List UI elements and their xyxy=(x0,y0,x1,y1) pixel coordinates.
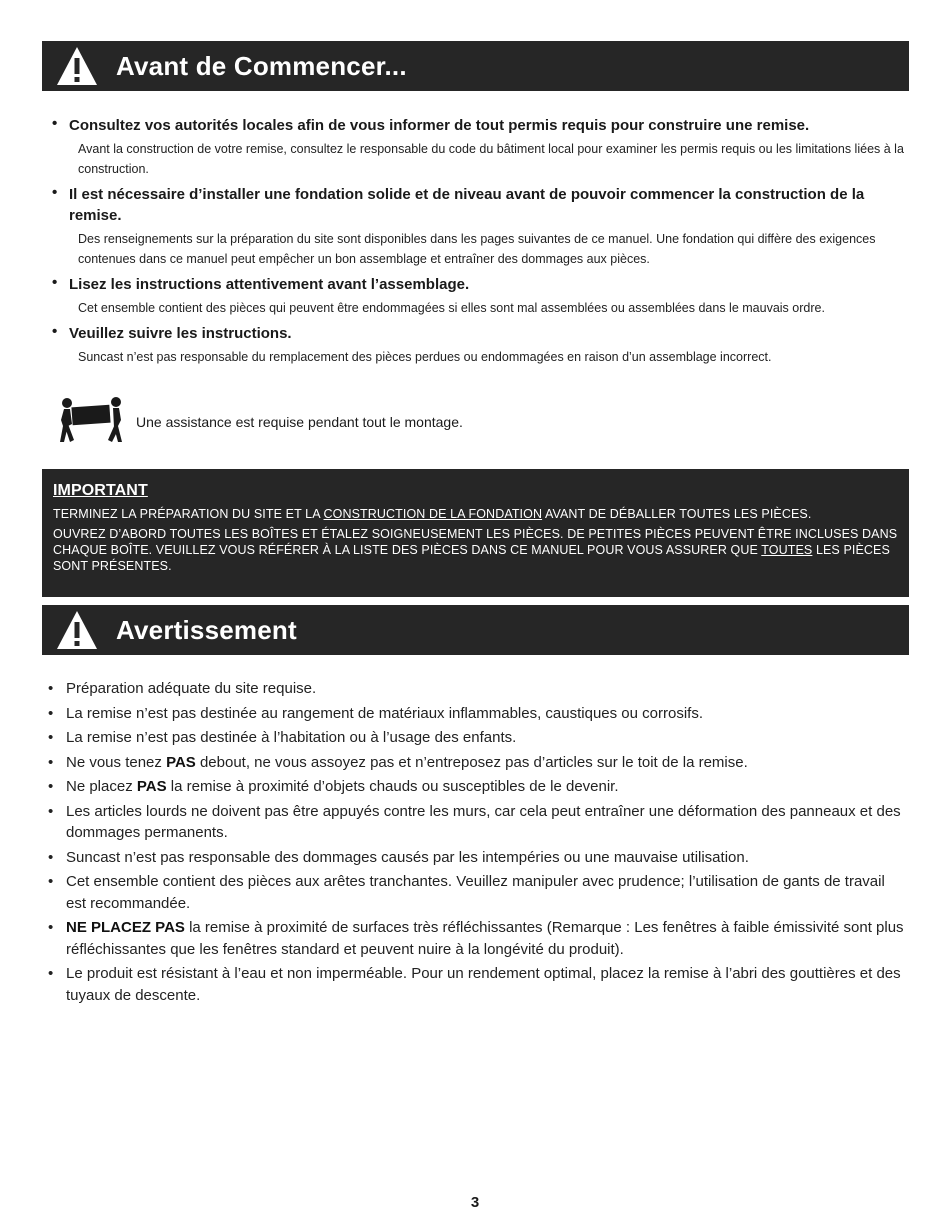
bullet: • xyxy=(48,704,54,722)
requirement-description: Des renseignements sur la préparation du site sont disponibles dans les pages suivantes de ce manuel. Une fondation qui diffère des exigences contenues dans ce manuel peut empêcher un bon assemblage et entraîner des dommages aux pièces. xyxy=(78,232,876,266)
warning-text: Préparation adéquate du site requise. xyxy=(66,680,317,697)
bullet: • xyxy=(48,778,54,795)
important-underlined-text: TOUTES xyxy=(761,543,813,557)
section-title: Avant de Commencer... xyxy=(116,50,407,81)
warning-item xyxy=(48,776,908,798)
requirement-title: Consultez vos autorités locales afin de vous informer de tout permis requis pour construire une remise. xyxy=(69,117,810,134)
section-title: Avertissement xyxy=(116,614,297,645)
important-line-1 xyxy=(53,506,899,522)
page-number: 3 xyxy=(470,1194,480,1211)
warning-emphasis: PAS xyxy=(166,753,196,771)
important-text: OUVREZ D’ABORD TOUTES LES BOÎTES ET ÉTALEZ SOIGNEUSEMENT LES PIÈCES. DE PETITES PIÈCES PEUVENT ÊTRE INCLUSES DANS CHAQUE BOÎTE. VEUILLEZ VOUS RÉFÉRER À LA LISTE DES PIÈCES DANS CE MANUEL POUR VOUS ASSURER QUE xyxy=(53,527,898,557)
warning-item xyxy=(48,727,908,749)
bullet: • xyxy=(48,753,54,771)
warning-item xyxy=(48,703,908,725)
requirement-title: Veuillez suivre les instructions. xyxy=(69,325,292,342)
warning-text: la remise à proximité d’objets chauds ou susceptibles de le devenir. xyxy=(166,778,619,795)
warning-item xyxy=(48,871,908,914)
important-text: TERMINEZ LA PRÉPARATION DU SITE ET LA xyxy=(53,507,324,521)
bullet: • xyxy=(52,184,58,201)
bullet: • xyxy=(52,115,58,132)
warning-triangle-icon xyxy=(48,41,106,91)
warning-text: Les articles lourds ne doivent pas être appuyés contre les murs, car cela peut entraîner une déformation des panneaux et des dommages permanents. xyxy=(66,802,901,841)
bullet: • xyxy=(52,274,58,291)
warning-text: debout, ne vous assoyez pas et n’entreposez pas d’articles sur le toit de la remise. xyxy=(195,753,748,771)
bullet: • xyxy=(48,965,54,982)
bullet: • xyxy=(52,323,58,340)
warning-text: Suncast n’est pas responsable des dommages causés par les intempéries ou une mauvaise utilisation. xyxy=(66,848,749,866)
requirement-title: Il est nécessaire d’installer une fondation solide et de niveau avant de pouvoir commencer la construction de la remise. xyxy=(69,186,865,224)
warning-text: La remise n’est pas destinée à l’habitation ou à l’usage des enfants. xyxy=(66,729,517,746)
important-notice xyxy=(42,469,909,597)
two-person-lift-icon xyxy=(58,396,124,451)
important-text: LES PIÈCES SONT PRÉSENTES. xyxy=(53,543,890,573)
requirement-description: Cet ensemble contient des pièces qui peuvent être endommagées si elles sont mal assemblées ou assemblées dans le mauvais ordre. xyxy=(78,301,825,315)
bullet: • xyxy=(48,919,54,936)
requirement-description: Avant la construction de votre remise, consultez le responsable du code du bâtiment local pour examiner les permis requis ou les limitations liées à la construction. xyxy=(78,142,904,176)
warning-item xyxy=(48,801,908,844)
warning-text: La remise n’est pas destinée au rangement de matériaux inflammables, caustiques ou corrosifs. xyxy=(66,704,703,722)
assistance-text: Une assistance est requise pendant tout le montage. xyxy=(136,413,463,430)
bullet: • xyxy=(48,729,54,746)
requirement-item xyxy=(52,323,912,367)
warning-item xyxy=(48,678,908,700)
bullet: • xyxy=(48,680,54,697)
warning-item xyxy=(48,963,908,1006)
requirement-item xyxy=(52,115,912,179)
warning-text: Le produit est résistant à l’eau et non imperméable. Pour un rendement optimal, placez la remise à l’abri des gouttières et des tuyaux de descente. xyxy=(66,965,901,1004)
warning-list xyxy=(48,678,908,1009)
requirement-item xyxy=(52,184,912,269)
bullet: • xyxy=(48,802,54,820)
bullet: • xyxy=(48,848,54,866)
warning-item xyxy=(48,752,908,774)
important-line-2 xyxy=(53,526,899,574)
requirement-item xyxy=(52,274,912,318)
warning-emphasis: PAS xyxy=(136,778,167,795)
warning-item xyxy=(48,847,908,869)
requirements-list xyxy=(52,115,912,372)
requirement-description: Suncast n’est pas responsable du remplacement des pièces perdues ou endommagées en raison d’un assemblage incorrect. xyxy=(78,350,772,364)
warning-item xyxy=(48,917,908,960)
warning-text: Ne placez xyxy=(66,778,137,795)
important-heading: IMPORTANT xyxy=(53,482,148,499)
warning-triangle-icon xyxy=(48,605,106,655)
requirement-title: Lisez les instructions attentivement avant l’assemblage. xyxy=(69,276,470,293)
section-header-warning xyxy=(42,605,909,655)
warning-text: la remise à proximité de surfaces très réfléchissantes (Remarque : Les fenêtres à faible émissivité sont plus réfléchissantes que les fenêtres standard et peuvent nuire à la longévité du produit). xyxy=(66,919,904,958)
bullet: • xyxy=(48,873,54,890)
warning-emphasis: NE PLACEZ PAS xyxy=(66,919,185,936)
important-text: AVANT DE DÉBALLER TOUTES LES PIÈCES. xyxy=(542,507,812,521)
important-underlined-text: CONSTRUCTION DE LA FONDATION xyxy=(323,507,543,521)
warning-text: Cet ensemble contient des pièces aux arêtes tranchantes. Veuillez manipuler avec prudence; l’utilisation de gants de travail est recommandée. xyxy=(66,873,885,912)
section-header-before-you-begin xyxy=(42,41,909,91)
assistance-note xyxy=(58,396,463,451)
warning-text: Ne vous tenez xyxy=(66,753,167,771)
